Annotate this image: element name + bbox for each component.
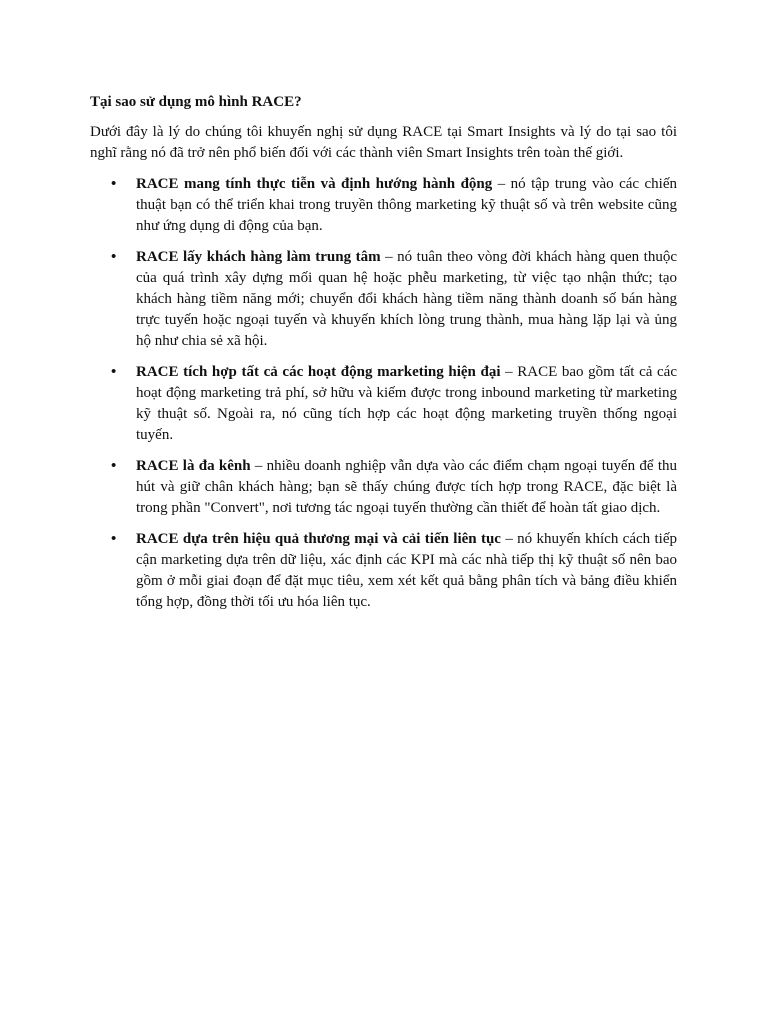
bullet-icon: • — [111, 364, 117, 380]
bullet-icon: • — [111, 176, 117, 192]
intro-paragraph: Dưới đây là lý do chúng tôi khuyến nghị sử dụng RACE tại Smart Insights và lý do tại sao tôi nghĩ rằng nó đã trở nên phổ biến đối với các thành viên Smart Insights trên toàn thế giới. — [90, 124, 677, 161]
list-item — [90, 529, 677, 613]
list-item — [90, 456, 677, 519]
list-item-text: – nó khuyến khích cách tiếp cận marketing dựa trên dữ liệu, xác định các KPI mà các nhà tiếp thị kỹ thuật số nên bao gồm ở mỗi giai đoạn để đặt mục tiêu, xem xét kết quả bằng phân tích và bảng điều khiển tổng hợp, đồng thời tối ưu hóa liên tục. — [136, 531, 677, 610]
list-item-text: – nó tập trung vào các chiến thuật bạn có thể triển khai trong truyền thông marketing kỹ thuật số và trên website cũng như ứng dụng di động của bạn. — [136, 176, 677, 234]
list-item-text: – nó tuân theo vòng đời khách hàng quen thuộc của quá trình xây dựng mối quan hệ hoặc phễu marketing, từ việc tạo nhận thức; tạo khách hàng tiềm năng mới; chuyển đổi khách hàng tiềm năng thành doanh số bán hàng trực tuyến hoặc ngoại tuyến và khuyến khích lòng trung thành, mua hàng lặp lại và ủng hộ như chia sẻ xã hội. — [136, 249, 677, 349]
bullet-icon: • — [111, 249, 117, 265]
list-item — [90, 247, 677, 352]
list-item-title: RACE mang tính thực tiễn và định hướng hành động — [136, 176, 493, 192]
document-heading: Tại sao sử dụng mô hình RACE? — [90, 94, 302, 110]
list-item-text: – RACE bao gồm tất cả các hoạt động marketing trả phí, sở hữu và kiếm được trong inbound marketing từ marketing kỹ thuật số. Ngoài ra, nó cũng tích hợp các hoạt động marketing truyền thống ngoại tuyến. — [136, 364, 677, 443]
list-item-title: RACE là đa kênh — [136, 458, 251, 474]
list-item — [90, 362, 677, 446]
list-item-title: RACE lấy khách hàng làm trung tâm — [136, 249, 381, 265]
bullet-icon: • — [111, 531, 117, 547]
list-item-title: RACE dựa trên hiệu quả thương mại và cải tiến liên tục — [136, 531, 501, 547]
list-item-text: – nhiều doanh nghiệp vẫn dựa vào các điểm chạm ngoại tuyến để thu hút và giữ chân khách hàng; bạn sẽ thấy chúng được tích hợp trong RACE, đặc biệt là trong phần "Convert", nơi tương tác ngoại tuyến thường cần thiết để hoàn tất giao dịch. — [136, 458, 677, 516]
document-page — [90, 92, 677, 623]
list-item-title: RACE tích hợp tất cả các hoạt động marketing hiện đại — [136, 364, 501, 380]
reasons-list — [90, 174, 677, 613]
bullet-icon: • — [111, 458, 117, 474]
list-item — [90, 174, 677, 237]
